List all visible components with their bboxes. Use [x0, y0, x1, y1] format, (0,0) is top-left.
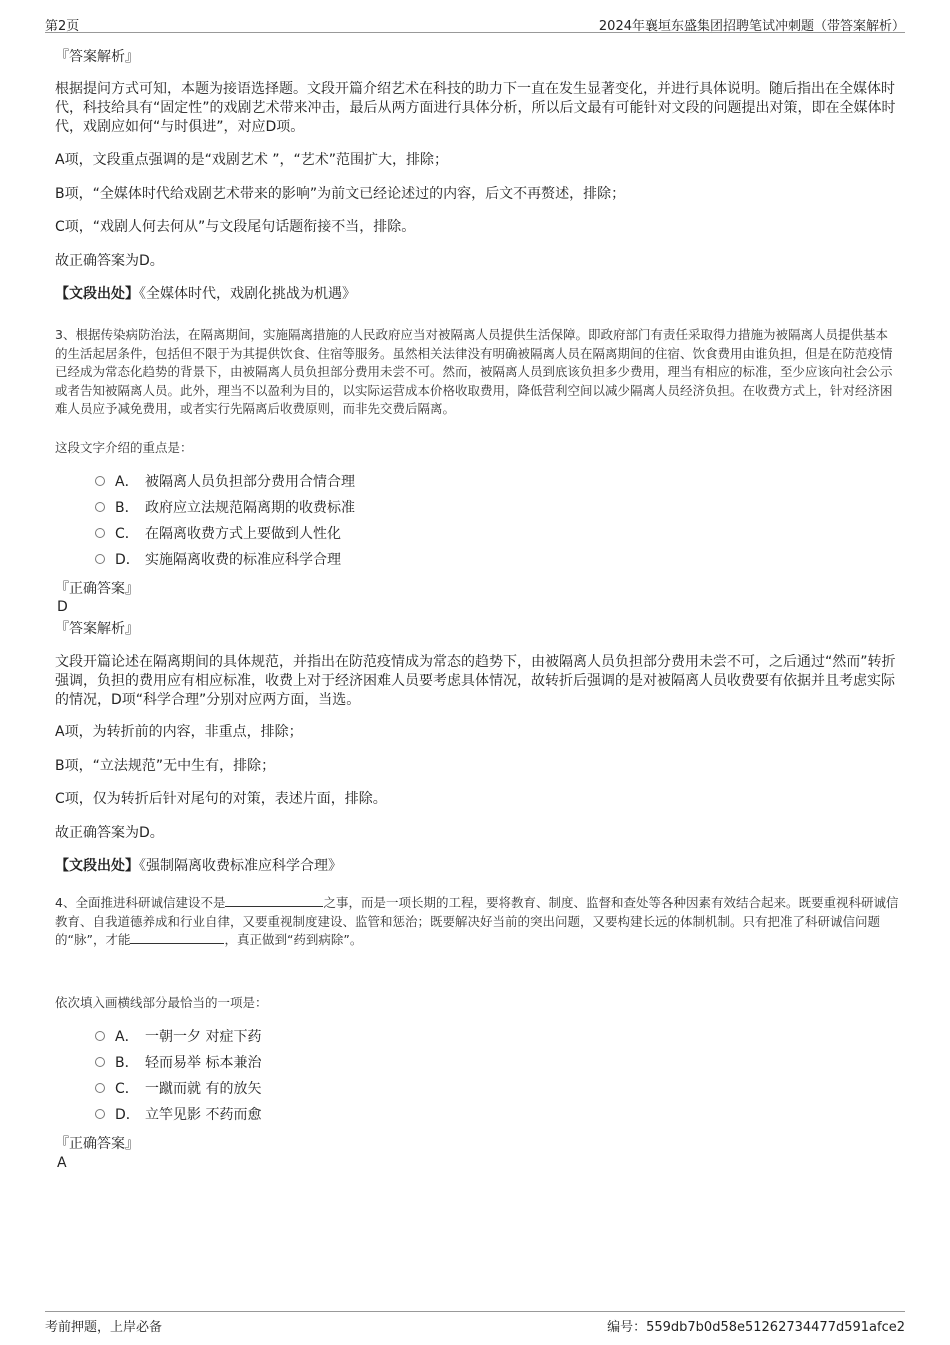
analysis-label: 『答案解析』 — [55, 621, 139, 637]
page-number: 第2页 — [45, 19, 80, 34]
analysis-text: 根据提问方式可知，本题为接语选择题。文段开篇介绍艺术在科技的助力下一直在发生显著变化，并进行具体说明。随后指出在全媒体时代，科技给具有“固定性”的戏剧艺术带来冲击，最后从两方面进行具体分析，所以后文最有可能针对文段的问题提出对策，即在全媒体时代，戏剧应如何“与时俱进”，对应D项。 — [55, 81, 896, 135]
option-text: 实施隔离收费的标准应科学合理 — [145, 552, 341, 568]
option-letter: A． — [115, 474, 139, 490]
q3-a-note-block — [55, 723, 900, 742]
option-b[interactable] — [95, 498, 355, 518]
q3-analysis-label-block — [55, 620, 900, 639]
option-letter: B． — [115, 1055, 139, 1071]
q4-question-block — [55, 994, 900, 1013]
q2-source-block — [55, 285, 900, 304]
option-a-note: A项，文段重点强调的是“戏剧艺术 ”，“艺术”范围扩大，排除； — [55, 152, 449, 168]
option-d[interactable] — [95, 1105, 261, 1125]
q3-question-block — [55, 439, 900, 458]
stem-text: ，真正做到“药到病除”。 — [224, 932, 363, 947]
q3-analysis-block — [55, 653, 900, 710]
q4-answer-label-block — [55, 1135, 900, 1154]
option-b[interactable] — [95, 1053, 261, 1073]
q3-source-block — [55, 857, 900, 876]
option-c-note: C项，“戏剧人何去何从”与文段尾句话题衔接不当，排除。 — [55, 219, 416, 235]
blank-line-1 — [225, 894, 323, 907]
option-text: 立竿见影 不药而愈 — [145, 1107, 262, 1123]
radio-icon[interactable] — [95, 502, 105, 512]
q3-answer-block — [57, 598, 902, 617]
radio-icon[interactable] — [95, 1031, 105, 1041]
option-letter: D． — [115, 1107, 140, 1123]
answer-value: D — [57, 599, 68, 615]
q4-answer-block — [57, 1154, 902, 1173]
source-title: 《强制隔离收费标准应科学合理》 — [139, 858, 342, 874]
page-header — [45, 12, 905, 33]
stem-text: 之事，而是一项长期的工程，要将教育、制度、监督和查处等各种因素有效结合起来。既要重视科研诚信教育、自我道德养成和行业自律，又要重视制度建设、监管和惩治；既要解决好当前的突出问题，又要构建长远的体制机制。只有把准了科研诚信问题的“脉”，才能 — [55, 895, 899, 947]
option-letter: B． — [115, 500, 139, 516]
option-text: 政府应立法规范隔离期的收费标准 — [145, 500, 355, 516]
analysis-label: 『答案解析』 — [55, 49, 139, 65]
question-prompt: 这段文字介绍的重点是： — [55, 440, 193, 455]
document-code: 编号：559db7b0d58e51262734477d591afce2 — [607, 1320, 905, 1335]
answer-value: A — [57, 1155, 67, 1171]
radio-icon[interactable] — [95, 1057, 105, 1067]
q2-a-note-block — [55, 151, 900, 170]
radio-icon[interactable] — [95, 1109, 105, 1119]
conclusion: 故正确答案为D。 — [55, 253, 164, 269]
option-text: 被隔离人员负担部分费用合情合理 — [145, 474, 355, 490]
option-d[interactable] — [95, 550, 341, 570]
option-text: 轻而易举 标本兼治 — [145, 1055, 262, 1071]
source-title: 《全媒体时代，戏剧化挑战为机遇》 — [139, 286, 356, 302]
document-title: 2024年襄垣东盛集团招聘笔试冲刺题（带答案解析） — [598, 19, 905, 34]
source-label: 【文段出处】 — [55, 858, 139, 874]
q2-conclusion-block — [55, 252, 900, 271]
option-b-note: B项，“立法规范”无中生有，排除； — [55, 758, 276, 774]
option-letter: A． — [115, 1029, 139, 1045]
option-letter: C． — [115, 1081, 139, 1097]
answer-label: 『正确答案』 — [55, 1136, 139, 1152]
q3-c-note-block — [55, 790, 900, 809]
radio-icon[interactable] — [95, 476, 105, 486]
analysis-text: 文段开篇论述在隔离期间的具体规范，并指出在防范疫情成为常态的趋势下，由被隔离人员负担部分费用未尝不可，之后通过“然而”转折强调，负担的费用应有相应标准，收费上对于经济困难人员要考虑具体情况，故转折后强调的是对被隔离人员收费要有依据并且考虑实际的情况，D项“科学合理”分别对应两方面，当选。 — [55, 654, 896, 708]
blank-line-2 — [130, 931, 224, 944]
q2-c-note-block — [55, 218, 900, 237]
option-letter: C． — [115, 526, 139, 542]
option-a[interactable] — [95, 1027, 261, 1047]
radio-icon[interactable] — [95, 528, 105, 538]
q2-analysis-block — [55, 80, 900, 137]
footer-slogan: 考前押题，上岸必备 — [45, 1320, 163, 1335]
option-text: 一蹴而就 有的放矢 — [145, 1081, 262, 1097]
option-c[interactable] — [95, 524, 341, 544]
q2-analysis-label-block — [55, 48, 900, 67]
source-label: 【文段出处】 — [55, 286, 139, 302]
q3-stem-block — [55, 326, 900, 419]
question-stem: 3、根据传染病防治法，在隔离期间，实施隔离措施的人民政府应当对被隔离人员提供生活保障。即政府部门有责任采取得力措施为被隔离人员提供基本的生活起居条件，包括但不限于为其提供饮食、住宿等服务。虽然相关法律没有明确被隔离人员在隔离期间的住宿、饮食费用由谁负担，但是在防范疫情已经成为常态化趋势的背景下，由被隔离人员负担部分费用未尝不可。然而，被隔离人员到底该负担多少费用，理当有相应的标准，至少应该向社会公示或者告知被隔离人员。此外，理当不以盈利为目的，以实际运营成本价格收取费用，降低营利空间以减少隔离人员经济负担。在收费方式上，针对经济困难人员应予减免费用，或者实行先隔离后收费原则，而非先交费后隔离。 — [55, 327, 893, 416]
option-text: 在隔离收费方式上要做到人性化 — [145, 526, 341, 542]
question-stem — [55, 894, 900, 950]
radio-icon[interactable] — [95, 1083, 105, 1093]
q4-stem-block — [55, 894, 900, 950]
q2-b-note-block — [55, 185, 900, 204]
option-b-note: B项，“全媒体时代给戏剧艺术带来的影响”为前文已经论述过的内容，后文不再赘述，排除； — [55, 186, 626, 202]
q3-answer-label-block — [55, 580, 900, 599]
radio-icon[interactable] — [95, 554, 105, 564]
stem-text: 4、全面推进科研诚信建设不是 — [55, 895, 226, 910]
option-c[interactable] — [95, 1079, 261, 1099]
option-text: 一朝一夕 对症下药 — [145, 1029, 262, 1045]
q3-b-note-block — [55, 757, 900, 776]
option-letter: D． — [115, 552, 140, 568]
option-c-note: C项，仅为转折后针对尾句的对策，表述片面，排除。 — [55, 791, 387, 807]
answer-label: 『正确答案』 — [55, 581, 139, 597]
option-a-note: A项，为转折前的内容，非重点，排除； — [55, 724, 303, 740]
page-footer — [45, 1311, 905, 1336]
conclusion: 故正确答案为D。 — [55, 825, 164, 841]
q3-conclusion-block — [55, 824, 900, 843]
question-prompt: 依次填入画横线部分最恰当的一项是： — [55, 995, 268, 1010]
option-a[interactable] — [95, 472, 355, 492]
